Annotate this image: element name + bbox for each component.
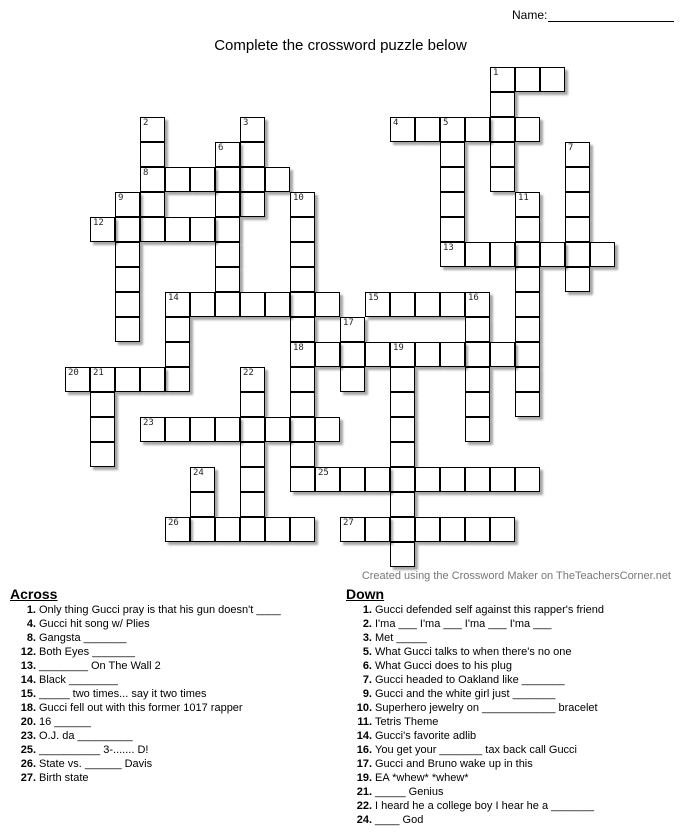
grid-cell[interactable]	[440, 117, 465, 142]
grid-cell[interactable]	[465, 317, 490, 342]
cell-number: 5	[443, 118, 449, 128]
grid-cell[interactable]	[65, 367, 90, 392]
grid-cell[interactable]	[165, 342, 190, 367]
clue-number: 6.	[362, 660, 372, 672]
cell-number: 10	[293, 193, 304, 203]
down-clue	[346, 715, 604, 729]
grid-cell[interactable]	[165, 167, 190, 192]
across-clue	[10, 715, 281, 729]
clue-text: Gucci and Bruno wake up in this	[375, 758, 533, 770]
clue-text: Gucci defended self against this rapper's friend	[375, 604, 604, 616]
grid-cell[interactable]	[465, 242, 490, 267]
clue-text: I heard he a college boy I hear he a _______	[375, 800, 594, 812]
cell-number: 15	[368, 293, 379, 303]
down-clue	[346, 645, 604, 659]
grid-cell[interactable]	[340, 342, 365, 367]
clue-number: 9.	[362, 688, 372, 700]
grid-cell[interactable]	[340, 367, 365, 392]
grid-cell[interactable]	[365, 467, 390, 492]
clue-text: State vs. ______ Davis	[39, 758, 153, 770]
cell-number: 20	[68, 368, 79, 378]
grid-cell[interactable]	[290, 292, 315, 317]
grid-cell[interactable]	[565, 192, 590, 217]
cell-number: 22	[243, 368, 254, 378]
grid-cell[interactable]	[290, 367, 315, 392]
grid-cell[interactable]	[215, 167, 240, 192]
grid-cell[interactable]	[315, 417, 340, 442]
grid-cell[interactable]	[390, 292, 415, 317]
clue-text: Gangsta _______	[39, 632, 127, 644]
grid-cell[interactable]	[390, 517, 415, 542]
grid-cell[interactable]	[290, 467, 315, 492]
grid-cell[interactable]	[240, 467, 265, 492]
grid-cell[interactable]	[190, 292, 215, 317]
grid-cell[interactable]	[115, 217, 140, 242]
grid-cell[interactable]	[440, 292, 465, 317]
grid-cell[interactable]	[465, 292, 490, 317]
grid-cell[interactable]	[390, 392, 415, 417]
grid-cell[interactable]	[215, 517, 240, 542]
grid-cell[interactable]	[290, 267, 315, 292]
grid-cell[interactable]	[215, 192, 240, 217]
clue-text: What Gucci talks to when there's no one	[375, 646, 572, 658]
grid-cell[interactable]	[465, 367, 490, 392]
clue-number: 2.	[362, 618, 372, 630]
across-clue	[10, 673, 281, 687]
grid-cell[interactable]	[265, 417, 290, 442]
grid-cell[interactable]	[340, 517, 365, 542]
grid-cell[interactable]	[140, 167, 165, 192]
grid-cell[interactable]	[565, 167, 590, 192]
grid-cell[interactable]	[215, 217, 240, 242]
grid-cell[interactable]	[215, 417, 240, 442]
grid-cell[interactable]	[440, 517, 465, 542]
grid-cell[interactable]	[115, 367, 140, 392]
grid-cell[interactable]	[490, 67, 515, 92]
clue-text: You get your _______ tax back call Gucci	[375, 744, 578, 756]
grid-cell[interactable]	[515, 217, 540, 242]
grid-cell[interactable]	[490, 142, 515, 167]
grid-cell[interactable]	[215, 267, 240, 292]
grid-cell[interactable]	[190, 517, 215, 542]
grid-cell[interactable]	[440, 192, 465, 217]
grid-cell[interactable]	[515, 292, 540, 317]
across-clue	[10, 687, 281, 701]
down-clue	[346, 757, 604, 771]
grid-cell[interactable]	[465, 117, 490, 142]
grid-cell[interactable]	[490, 467, 515, 492]
clue-text: Tetris Theme	[375, 716, 439, 728]
grid-cell[interactable]	[140, 192, 165, 217]
grid-cell[interactable]	[515, 242, 540, 267]
grid-cell[interactable]	[115, 292, 140, 317]
clue-text: Gucci and the white girl just _______	[375, 688, 556, 700]
clue-number: 17.	[356, 758, 372, 770]
across-clue	[10, 757, 281, 771]
clue-number: 20.	[20, 716, 36, 728]
grid-cell[interactable]	[415, 517, 440, 542]
cell-number: 1	[493, 68, 499, 78]
clue-text: Only thing Gucci pray is that his gun doesn't ____	[39, 604, 281, 616]
grid-cell[interactable]	[140, 367, 165, 392]
cell-number: 7	[568, 143, 574, 153]
grid-cell[interactable]	[240, 142, 265, 167]
grid-cell[interactable]	[565, 217, 590, 242]
grid-cell[interactable]	[115, 192, 140, 217]
grid-cell[interactable]	[340, 467, 365, 492]
across-clue	[10, 617, 281, 631]
grid-cell[interactable]	[315, 467, 340, 492]
clue-text: EA *whew* *whew*	[375, 772, 469, 784]
clue-number: 1.	[26, 604, 36, 616]
cell-number: 12	[93, 218, 104, 228]
grid-cell[interactable]	[490, 342, 515, 367]
grid-cell[interactable]	[515, 67, 540, 92]
grid-cell[interactable]	[415, 342, 440, 367]
grid-cell[interactable]	[540, 242, 565, 267]
credit-text: Created using the Crossword Maker on TheTeachersCorner.net	[361, 570, 671, 582]
across-heading: Across	[10, 586, 58, 602]
clue-text: ________ On The Wall 2	[39, 660, 161, 672]
clue-number: 3.	[362, 632, 372, 644]
clue-number: 8.	[26, 632, 36, 644]
grid-cell[interactable]	[240, 292, 265, 317]
grid-cell[interactable]	[140, 417, 165, 442]
cell-number: 25	[318, 468, 329, 478]
grid-cell[interactable]	[490, 167, 515, 192]
grid-cell[interactable]	[565, 242, 590, 267]
grid-cell[interactable]	[465, 342, 490, 367]
clue-number: 1.	[362, 604, 372, 616]
clue-number: 14.	[356, 730, 372, 742]
grid-cell[interactable]	[315, 342, 340, 367]
grid-cell[interactable]	[390, 492, 415, 517]
grid-cell[interactable]	[415, 467, 440, 492]
grid-cell[interactable]	[440, 342, 465, 367]
grid-cell[interactable]	[540, 67, 565, 92]
grid-cell[interactable]	[240, 392, 265, 417]
grid-cell[interactable]	[90, 392, 115, 417]
across-clues	[10, 586, 281, 785]
clue-text: Black ________	[39, 674, 118, 686]
clue-number: 5.	[362, 646, 372, 658]
across-clue	[10, 603, 281, 617]
down-clue	[346, 701, 604, 715]
grid-cell[interactable]	[515, 342, 540, 367]
grid-cell[interactable]	[465, 417, 490, 442]
grid-cell[interactable]	[515, 317, 540, 342]
grid-cell[interactable]	[515, 267, 540, 292]
down-clue	[346, 603, 604, 617]
across-clue	[10, 743, 281, 757]
grid-cell[interactable]	[440, 167, 465, 192]
grid-cell[interactable]	[240, 167, 265, 192]
grid-cell[interactable]	[515, 467, 540, 492]
grid-cell[interactable]	[265, 292, 290, 317]
grid-cell[interactable]	[290, 192, 315, 217]
clue-text: ____ God	[375, 814, 424, 826]
grid-cell[interactable]	[115, 242, 140, 267]
clue-text: Gucci's favorite adlib	[375, 730, 477, 742]
grid-cell[interactable]	[290, 317, 315, 342]
across-clue	[10, 645, 281, 659]
clue-text: O.J. da _________	[39, 730, 133, 742]
grid-cell[interactable]	[90, 367, 115, 392]
cell-number: 19	[393, 343, 404, 353]
clue-number: 4.	[26, 618, 36, 630]
grid-cell[interactable]	[290, 517, 315, 542]
grid-cell[interactable]	[190, 417, 215, 442]
grid-cell[interactable]	[240, 442, 265, 467]
across-clue	[10, 631, 281, 645]
grid-cell[interactable]	[165, 317, 190, 342]
down-clue	[346, 729, 604, 743]
cell-number: 6	[218, 143, 224, 153]
clue-text: 16 ______	[39, 716, 91, 728]
clue-text: Gucci hit song w/ Plies	[39, 618, 150, 630]
grid-cell[interactable]	[415, 117, 440, 142]
grid-cell[interactable]	[490, 92, 515, 117]
grid-cell[interactable]	[390, 467, 415, 492]
grid-cell[interactable]	[490, 117, 515, 142]
clue-number: 15.	[20, 688, 36, 700]
grid-cell[interactable]	[390, 342, 415, 367]
grid-cell[interactable]	[240, 367, 265, 392]
page-title: Complete the crossword puzzle below	[214, 37, 467, 54]
grid-cell[interactable]	[390, 542, 415, 567]
grid-cell[interactable]	[140, 217, 165, 242]
grid-cell[interactable]	[115, 267, 140, 292]
grid-cell[interactable]	[140, 117, 165, 142]
cell-number: 26	[168, 518, 179, 528]
clue-text: Birth state	[39, 772, 89, 784]
cell-number: 18	[293, 343, 304, 353]
grid-cell[interactable]	[490, 242, 515, 267]
grid-cell[interactable]	[165, 217, 190, 242]
clue-text: Gucci headed to Oakland like _______	[375, 674, 565, 686]
grid-cell[interactable]	[340, 317, 365, 342]
clue-number: 22.	[356, 800, 372, 812]
clue-number: 21.	[356, 786, 372, 798]
down-clue	[346, 687, 604, 701]
cell-number: 21	[93, 368, 104, 378]
grid-cell[interactable]	[165, 417, 190, 442]
down-clue	[346, 813, 604, 827]
clue-number: 10.	[356, 702, 372, 714]
cell-number: 9	[118, 193, 124, 203]
grid-cell[interactable]	[165, 292, 190, 317]
down-clue	[346, 785, 604, 799]
cell-number: 14	[168, 293, 179, 303]
grid-cell[interactable]	[315, 292, 340, 317]
across-clue	[10, 701, 281, 715]
grid-cell[interactable]	[490, 517, 515, 542]
grid-cell[interactable]	[365, 292, 390, 317]
clue-text: Both Eyes _______	[39, 646, 136, 658]
across-clue	[10, 771, 281, 785]
clue-text: _____ Genius	[375, 786, 444, 798]
grid-cell[interactable]	[515, 192, 540, 217]
clue-number: 13.	[20, 660, 36, 672]
grid-cell[interactable]	[240, 192, 265, 217]
clue-text: Met _____	[375, 632, 427, 644]
grid-cell[interactable]	[165, 367, 190, 392]
clue-text: _____ two times... say it two times	[39, 688, 207, 700]
grid-cell[interactable]	[215, 242, 240, 267]
clue-text: Superhero jewelry on ____________ bracelet	[375, 702, 598, 714]
cell-number: 17	[343, 318, 354, 328]
grid-cell[interactable]	[465, 392, 490, 417]
grid-cell[interactable]	[415, 292, 440, 317]
name-label: Name:	[512, 8, 548, 22]
grid-cell[interactable]	[165, 517, 190, 542]
grid-cell[interactable]	[465, 517, 490, 542]
grid-cell[interactable]	[90, 417, 115, 442]
clue-text: I'ma ___ I'ma ___ I'ma ___ I'ma ___	[375, 618, 552, 630]
grid-cell[interactable]	[190, 492, 215, 517]
clue-text: What Gucci does to his plug	[375, 660, 512, 672]
grid-cell[interactable]	[240, 417, 265, 442]
grid-cell[interactable]	[290, 392, 315, 417]
grid-cell[interactable]	[365, 517, 390, 542]
grid-cell[interactable]	[215, 142, 240, 167]
clue-number: 18.	[20, 702, 36, 714]
grid-cell[interactable]	[290, 217, 315, 242]
clue-text: __________ 3-....... D!	[39, 744, 149, 756]
grid-cell[interactable]	[390, 442, 415, 467]
grid-cell[interactable]	[190, 217, 215, 242]
clue-number: 11.	[357, 716, 372, 728]
cell-number: 4	[393, 118, 399, 128]
clue-text: Gucci fell out with this former 1017 rapper	[39, 702, 243, 714]
grid-cell[interactable]	[265, 517, 290, 542]
cell-number: 13	[443, 243, 454, 253]
clue-number: 23.	[20, 730, 36, 742]
clue-number: 26.	[20, 758, 36, 770]
down-clue	[346, 659, 604, 673]
down-clue	[346, 799, 604, 813]
clue-number: 19.	[356, 772, 372, 784]
grid-cell[interactable]	[290, 417, 315, 442]
cell-number: 8	[143, 168, 149, 178]
grid-cell[interactable]	[240, 117, 265, 142]
clue-number: 12.	[20, 646, 36, 658]
down-clue	[346, 631, 604, 645]
grid-cell[interactable]	[440, 142, 465, 167]
down-clues	[346, 586, 604, 827]
grid-cell[interactable]	[240, 517, 265, 542]
grid-cell[interactable]	[115, 317, 140, 342]
grid-cell[interactable]	[290, 342, 315, 367]
grid-cell[interactable]	[90, 442, 115, 467]
cell-number: 23	[143, 418, 154, 428]
grid-cell[interactable]	[190, 167, 215, 192]
grid-cell[interactable]	[565, 267, 590, 292]
clue-number: 16.	[356, 744, 372, 756]
grid-cell[interactable]	[565, 142, 590, 167]
grid-cell[interactable]	[440, 242, 465, 267]
clue-number: 14.	[20, 674, 36, 686]
clue-number: 7.	[362, 674, 372, 686]
grid-cell[interactable]	[190, 467, 215, 492]
cell-number: 16	[468, 293, 479, 303]
grid-cell[interactable]	[90, 217, 115, 242]
grid-cell[interactable]	[215, 292, 240, 317]
cell-number: 11	[518, 193, 529, 203]
grid-cell[interactable]	[440, 217, 465, 242]
grid-cell[interactable]	[140, 142, 165, 167]
grid-cell[interactable]	[440, 467, 465, 492]
grid-cell[interactable]	[265, 167, 290, 192]
cell-number: 24	[193, 468, 204, 478]
clue-number: 27.	[20, 772, 36, 784]
down-clue	[346, 617, 604, 631]
cell-number: 27	[343, 518, 354, 528]
grid-cell[interactable]	[390, 417, 415, 442]
grid-cell[interactable]	[515, 392, 540, 417]
grid-cell[interactable]	[290, 242, 315, 267]
down-heading: Down	[346, 586, 385, 602]
grid-cell[interactable]	[390, 117, 415, 142]
grid-cell[interactable]	[465, 467, 490, 492]
grid-cell[interactable]	[240, 492, 265, 517]
across-clue	[10, 659, 281, 673]
across-clue	[10, 729, 281, 743]
grid-cell[interactable]	[515, 117, 540, 142]
down-clue	[346, 771, 604, 785]
grid-cell[interactable]	[390, 367, 415, 392]
clue-number: 25.	[20, 744, 36, 756]
down-clue	[346, 673, 604, 687]
down-clue	[346, 743, 604, 757]
clue-number: 24.	[356, 814, 372, 826]
grid-cell[interactable]	[515, 367, 540, 392]
cell-number: 3	[243, 118, 249, 128]
grid-cell[interactable]	[290, 442, 315, 467]
cell-number: 2	[143, 118, 149, 128]
grid-cell[interactable]	[365, 342, 390, 367]
grid-cell[interactable]	[590, 242, 615, 267]
